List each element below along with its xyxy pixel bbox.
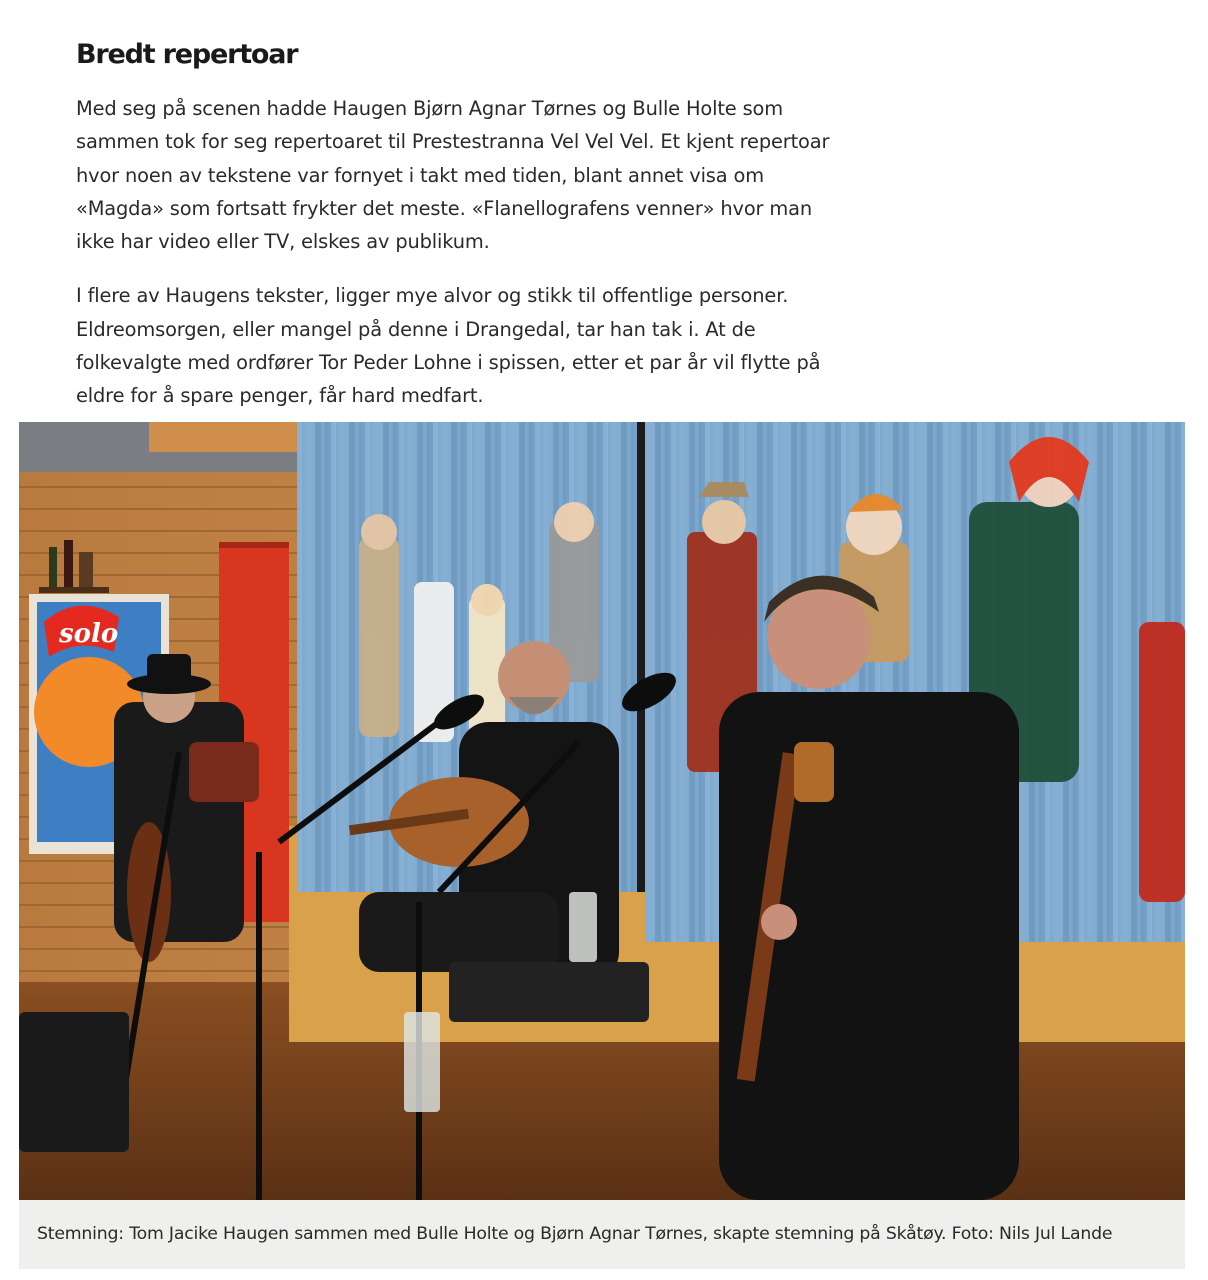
article-paragraph: I flere av Haugens tekster, ligger mye alvor og stikk til offentlige personer. Eldreomsorgen, eller mangel på denne i Drangedal, tar han tak i. At de folkevalgte med ordfører Tor Peder Lohne i spissen, etter et par år vil flytte på eldre for å spare penger, får hard medfart. xyxy=(76,284,821,408)
article-body xyxy=(76,38,836,413)
concert-photo[interactable] xyxy=(19,422,1185,1200)
article-paragraph: Med seg på scenen hadde Haugen Bjørn Agnar Tørnes og Bulle Holte som sammen tok for seg repertoaret til Prestestranna Vel Vel Vel. Et kjent repertoar hvor noen av tekstene var fornyet i takt med tiden, blant annet visa om «Magda» som fortsatt frykter det meste. «Flanellografens venner» hvor man ikke har video eller TV, elskes av publikum. xyxy=(76,97,830,254)
article-figure xyxy=(19,422,1185,1269)
svg-text:solo: solo xyxy=(59,619,119,649)
photo-caption: Stemning: Tom Jacike Haugen sammen med Bulle Holte og Bjørn Agnar Tørnes, skapte stemning på Skåtøy. Foto: Nils Jul Lande xyxy=(19,1200,1185,1269)
section-heading: Bredt repertoar xyxy=(76,39,298,70)
